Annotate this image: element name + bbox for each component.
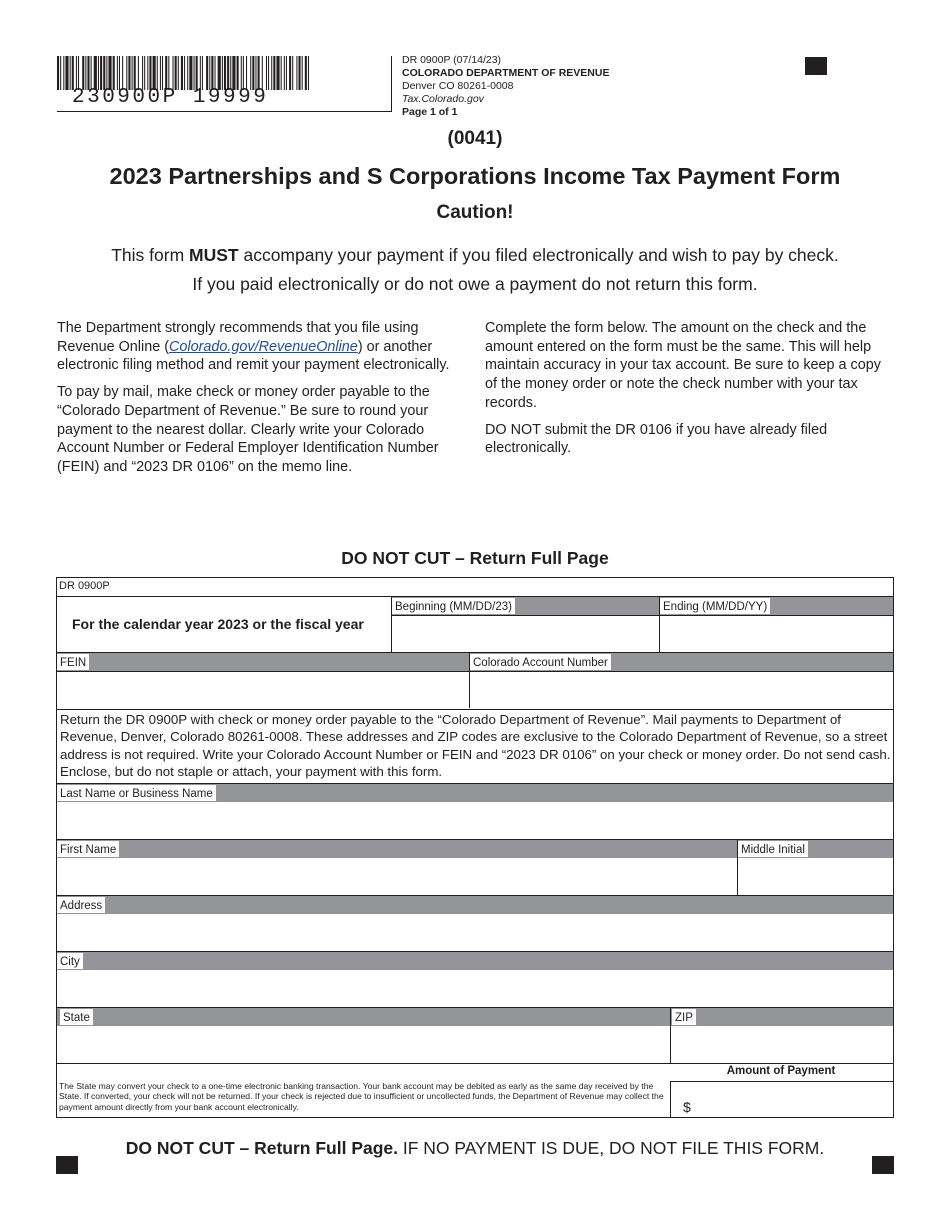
amount-label: Amount of Payment [726,1065,836,1077]
middle-initial-field[interactable] [739,859,892,895]
field-header-bar [57,1008,893,1026]
barcode-bar [122,56,123,90]
city-field[interactable] [58,971,892,1006]
barcode-bar [103,56,105,90]
barcode-bar [194,56,195,90]
last-name-field[interactable] [58,803,892,839]
ending-date-field[interactable] [661,616,892,651]
barcode-bar [63,56,64,90]
barcode-bar [78,56,79,90]
barcode-bar [57,56,59,90]
form-id-date: DR 0900P (07/14/23) [402,54,502,66]
zip-field[interactable] [672,1027,892,1062]
barcode-bar [132,56,133,90]
electronic-conversion-disclaimer: The State may convert your check to a one-time electronic banking transaction. Your bank account may be debited as early as the same day received by the State. If converted, your check will not be returned. If your check is rejected due to insufficient or uncollected funds, the Department of Revenue may collect the payment amount directly from your bank account electronically. [59,1081,664,1112]
barcode-bar [299,56,301,90]
department-name: COLORADO DEPARTMENT OF REVENUE [402,67,610,79]
barcode-bar [268,56,269,90]
page-number: Page 1 of 1 [402,106,458,118]
intro-emphasis: MUST [189,245,239,265]
barcode-bar [271,56,272,90]
intro-text: This form [111,245,190,265]
footer-notice [0,1138,950,1159]
barcode-bar [292,56,293,90]
mailing-instructions: Return the DR 0900P with check or money order payable to the “Colorado Department of Revenue”. Mail payments to Department of Revenue, Denver, Colorado 80261-0008. These addresses and ZIP codes are exclusive to the Colorado Department of Revenue, so a street address is not required. Write your Colorado Account Number or FEIN and “2023 DR 0106” on your check or money order. Do not send cash. Enclose, but do not staple or attach, your payment with this form. [60,712,891,780]
barcode-bar [252,56,254,90]
barcode-bar [126,56,127,90]
barcode-bar [308,56,309,90]
barcode-bar [142,56,143,90]
barcode-bar [202,56,203,90]
barcode-bar [119,56,120,90]
barcode-bar [128,56,130,90]
paragraph [57,319,461,375]
page-title: 2023 Partnerships and S Corporations Income Tax Payment Form [109,163,841,189]
barcode-bar [160,56,161,90]
barcode-bar [113,56,115,90]
form-code: (0041) [447,128,503,149]
ending-date-label: Ending (MM/DD/YY) [660,598,770,614]
barcode-bar [178,56,179,90]
do-not-cut-heading: DO NOT CUT – Return Full Page [341,548,609,568]
barcode-bar [184,56,185,90]
intro-line-1 [0,245,950,266]
form-id-label: DR 0900P [59,580,110,592]
barcode-bar [206,56,208,90]
barcode-bar [302,56,303,90]
divider [57,111,392,112]
amount-field[interactable] [697,1082,892,1116]
barcode-bar [296,56,297,90]
left-column [57,319,461,485]
first-name-label: First Name [57,841,119,857]
barcode-number: 230900P 19999 [72,86,269,109]
barcode-bar [76,56,77,90]
barcode-bar [157,56,158,90]
barcode-bar [117,56,118,90]
barcode-bar [168,56,169,90]
barcode-bar [262,56,263,90]
barcode-bar [266,56,267,90]
barcode-bar [196,56,198,90]
barcode-bar [65,56,68,90]
state-field[interactable] [58,1027,669,1062]
beginning-date-label: Beginning (MM/DD/23) [392,598,515,614]
caution-heading: Caution! [436,202,514,223]
footer-text: IF NO PAYMENT IS DUE, DO NOT FILE THIS FORM. [398,1138,825,1158]
barcode-bar [258,56,260,90]
paragraph-text: The Department strongly recommends that you file using Revenue Online ( [57,320,419,355]
barcode-bar [98,56,99,90]
barcode-bar [200,56,201,90]
fein-field[interactable] [58,672,468,708]
dollar-sign: $ [683,1099,691,1115]
account-number-label: Colorado Account Number [470,654,611,670]
barcode-bar [243,56,244,90]
barcode-bar [181,56,183,90]
barcode-bar [250,56,251,90]
barcode-bar [211,56,213,90]
barcode-bar [241,56,242,90]
barcode-bar [273,56,275,90]
barcode-bar [87,56,89,90]
fein-label: FEIN [57,654,89,670]
field-header-bar [57,952,893,970]
barcode-bar [218,56,221,90]
department-website: Tax.Colorado.gov [402,93,484,105]
barcode-bar [144,56,145,90]
barcode-bar [175,56,177,90]
barcode-bar [224,56,226,90]
footer-bold: DO NOT CUT – Return Full Page. [125,1138,399,1158]
zip-label: ZIP [672,1009,696,1025]
department-city: Denver CO 80261-0008 [402,80,514,92]
barcode-bar [94,56,97,90]
barcode-bar [246,56,247,90]
first-name-field[interactable] [58,859,736,895]
barcode-bar [189,56,192,90]
city-label: City [57,953,83,969]
paragraph: Complete the form below. The amount on the check and the amount entered on the form must be the same. This will help maintain accuracy in your tax account. Be sure to keep a copy of the money order or note the check number with your tax records. [485,320,881,411]
address-label: Address [57,897,105,913]
barcode-bar [134,56,136,90]
payment-form [56,577,894,1118]
barcode-bar [147,56,148,90]
barcode-bar [149,56,151,90]
calendar-year-label: For the calendar year 2023 or the fiscal year [72,616,364,632]
barcode-bar [100,56,102,90]
barcode-bar [209,56,210,90]
barcode-bar [227,56,229,90]
divider [391,56,392,112]
barcode-bar [138,56,139,90]
barcode-bar [232,56,235,90]
barcode-bar [284,56,285,90]
barcode-bar [276,56,279,90]
barcode-bar [230,56,231,90]
barcode-bar [162,56,163,90]
barcode-bar [255,56,256,90]
paragraph: DO NOT submit the DR 0106 if you have already filed electronically. [485,421,828,457]
paragraph-text: ) or another electronic filing method and remit your payment electronically. [57,338,450,374]
barcode-bar [187,56,188,90]
barcode-bar [237,56,239,90]
intro-text: accompany your payment if you filed electronically and wish to pay by check. [238,245,839,265]
last-name-label: Last Name or Business Name [57,785,216,801]
barcode-bar [72,56,74,90]
paragraph: To pay by mail, make check or money order payable to the “Colorado Department of Revenue.” Be sure to round your payment to the nearest dollar. Clearly write your Colorado Account Number or Federal Employer Identification Number (FEIN) and “2023 DR 0106” on the memo line. [57,384,439,475]
header-info [402,54,609,119]
barcode-bar [91,56,92,90]
registration-mark [805,57,827,75]
barcode-bar [82,56,84,90]
state-label: State [60,1009,93,1025]
intro-line-2: If you paid electronically or do not owe a payment do not return this form. [192,274,758,294]
barcode-bar [215,56,216,90]
barcode-bar [70,56,71,90]
middle-initial-label: Middle Initial [738,841,808,857]
barcode-bar [305,56,307,90]
barcode-bar [173,56,174,90]
barcode-bar [108,56,111,90]
barcode-bar [281,56,282,90]
barcode-bar [165,56,167,90]
field-header-bar [57,896,893,914]
barcode-bar [286,56,287,90]
barcode-bar [153,56,156,90]
barcode-image [57,56,309,90]
right-column [485,319,895,466]
barcode-bar [60,56,61,90]
address-field[interactable] [58,915,892,951]
barcode-bar [222,56,223,90]
account-number-field[interactable] [470,672,892,708]
barcode-bar [85,56,86,90]
revenue-online-link[interactable]: Colorado.gov/RevenueOnline [169,338,358,355]
beginning-date-field[interactable] [393,616,658,651]
barcode-bar [289,56,291,90]
barcode-bar [106,56,107,90]
